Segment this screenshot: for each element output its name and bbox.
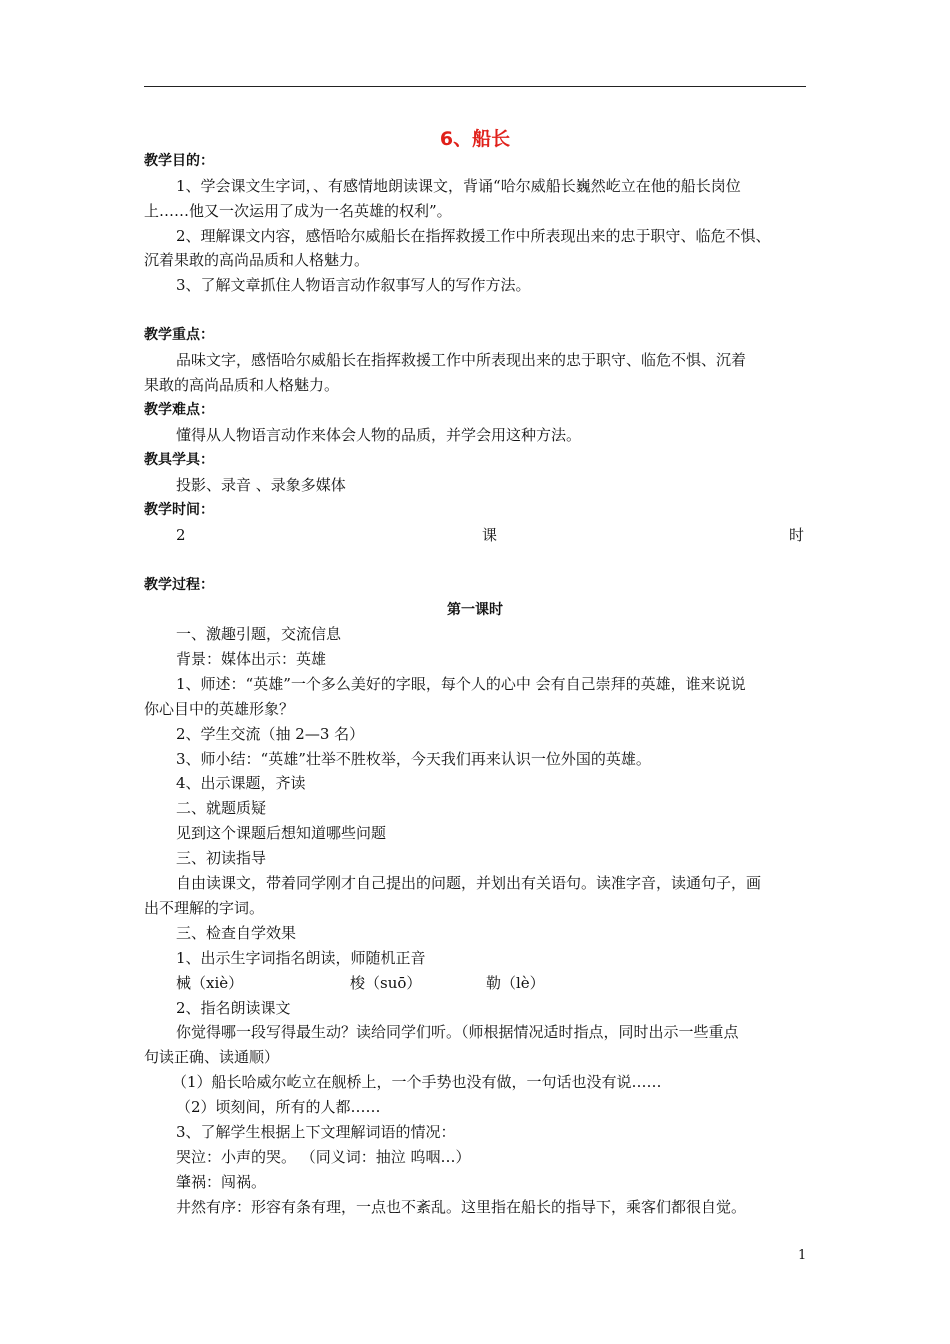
step-2: 2、学生交流（抽 2—3 名） xyxy=(176,725,365,743)
check-2-line-2: 句读正确、读通顺） xyxy=(144,1048,280,1066)
background-line: 背景：媒体出示：英雄 xyxy=(176,650,327,668)
objective-2-line-1: 2、理解课文内容，感悟哈尔威船长在指挥救援工作中所表现出来的忠于职守、临危不惧、 xyxy=(176,227,771,245)
step-4: 4、出示课题，齐读 xyxy=(176,774,306,792)
question-line: 见到这个课题后想知道哪些问题 xyxy=(176,824,387,842)
time-heading: 教学时间： xyxy=(144,502,214,518)
process-heading: 教学过程： xyxy=(144,577,214,593)
lesson-1-heading: 第一课时 xyxy=(447,602,503,618)
reading-line-2: 出不理解的字词。 xyxy=(144,899,265,917)
check-1: 1、出示生字词指名朗读，师随机正音 xyxy=(176,949,426,967)
word-le: 勒（lè） xyxy=(486,974,545,992)
check-2-line-1: 你觉得哪一段写得最生动？读给同学们听。（师根据情况适时指点，同时出示一些重点 xyxy=(176,1023,739,1041)
check-3: 3、了解学生根据上下文理解词语的情况： xyxy=(176,1123,456,1141)
tools-line: 投影、录音 、录象多媒体 xyxy=(176,476,346,494)
objectives-heading: 教学目的： xyxy=(144,153,214,169)
definition-kuqi: 哭泣：小声的哭。 （同义词：抽泣 呜咽…） xyxy=(176,1148,471,1166)
tools-heading: 教具学具： xyxy=(144,452,214,468)
word-suo: 梭（suō） xyxy=(350,974,422,992)
step-1-line-1: 1、师述：“英雄”一个多么美好的字眼，每个人的心中 会有自己崇拜的英雄，谁来说说 xyxy=(176,675,746,693)
section-3-title: 三、初读指导 xyxy=(176,849,267,867)
example-2: （2）顷刻间，所有的人都…… xyxy=(176,1098,381,1116)
objective-3: 3、了解文章抓住人物语言动作叙事写人的写作方法。 xyxy=(176,276,531,294)
definition-zhaohuo: 肇祸：闯祸。 xyxy=(176,1173,267,1191)
section-1-title: 一、激趣引题，交流信息 xyxy=(176,625,342,643)
key-points-heading: 教学重点： xyxy=(144,327,214,343)
difficulties-line: 懂得从人物语言动作来体会人物的品质，并学会用这种方法。 xyxy=(176,426,582,444)
key-points-line-2: 果敢的高尚品质和人格魅力。 xyxy=(144,376,340,394)
definition-jingranyouxu: 井然有序：形容有条有理，一点也不紊乱。这里指在船长的指导下，乘客们都很自觉。 xyxy=(176,1198,747,1216)
section-2-title: 二、就题质疑 xyxy=(176,799,267,817)
page-number: 1 xyxy=(798,1248,807,1263)
time-unit-shi: 时 xyxy=(789,526,805,544)
objective-2-line-2: 沉着果敢的高尚品质和人格魅力。 xyxy=(144,251,370,269)
difficulties-heading: 教学难点： xyxy=(144,402,214,418)
check-2: 2、指名朗读课文 xyxy=(176,999,291,1017)
reading-line-1: 自由读课文，带着同学刚才自己提出的问题，并划出有关语句。读准字音，读通句子，画 xyxy=(176,874,762,892)
step-3: 3、师小结：“英雄”壮举不胜枚举，今天我们再来认识一位外国的英雄。 xyxy=(176,750,651,768)
step-1-line-2: 你心目中的英雄形象？ xyxy=(144,700,295,718)
document-title: 6、船长 xyxy=(439,128,511,150)
objective-1-line-2: 上……他又一次运用了成为一名英雄的权利”。 xyxy=(144,202,452,220)
time-number: 2 xyxy=(176,526,186,544)
time-unit-ke: 课 xyxy=(482,526,498,544)
key-points-line-1: 品味文字，感悟哈尔威船长在指挥救援工作中所表现出来的忠于职守、临危不惧、沉着 xyxy=(176,351,747,369)
example-1: （1）船长哈威尔屹立在舰桥上，一个手势也没有做，一句话也没有说…… xyxy=(172,1073,662,1091)
word-xie: 械（xiè） xyxy=(176,974,244,992)
objective-1-line-1: 1、学会课文生字词，、有感情地朗读课文，背诵“哈尔威船长巍然屹立在他的船长岗位 xyxy=(176,177,741,195)
section-4-title: 三、检查自学效果 xyxy=(176,924,297,942)
header-rule xyxy=(144,86,806,87)
